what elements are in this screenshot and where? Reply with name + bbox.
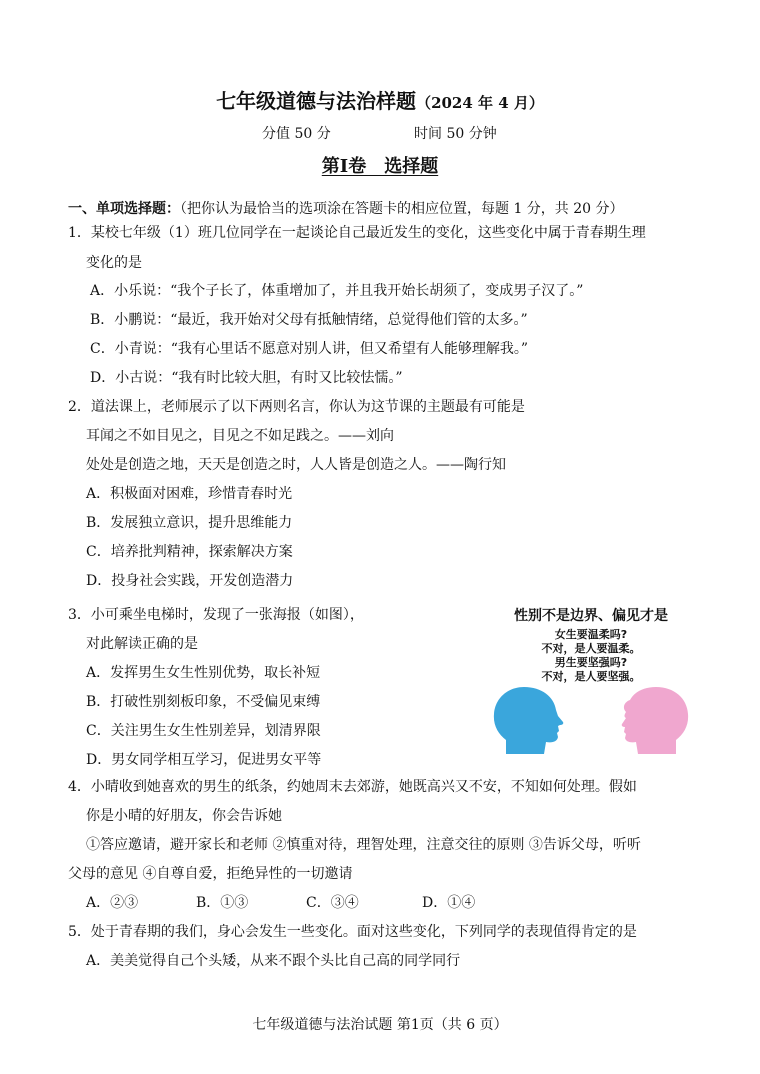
q2-quote-1: 耳闻之不如目见之，目见之不如足践之。——刘向 <box>86 428 394 444</box>
q4-statements-line1: ①答应邀请，避开家长和老师 ②慎重对待，理智处理，注意交往的原则 ③告诉父母，听听 <box>86 837 641 853</box>
q4-option-d: D．①④ <box>422 895 476 911</box>
poster-title: 性别不是边界、偏见才是 <box>514 608 668 624</box>
q3-option-b: B．打破性别刻板印象，不受偏见束缚 <box>86 694 321 710</box>
section-heading <box>68 199 624 219</box>
q2-option-d: D．投身社会实践，开发创造潜力 <box>86 573 294 589</box>
q2-option-c: C．培养批判精神，探索解决方案 <box>86 544 293 560</box>
poster-silhouettes <box>484 684 698 754</box>
q2-quote-2: 处处是创造之地，天天是创造之时，人人皆是创造之人。——陶行知 <box>86 457 506 473</box>
q3-option-c: C．关注男生女生性别差异，划清界限 <box>86 723 321 739</box>
q4-option-a: A．②③ <box>86 895 139 911</box>
q1-stem-line2: 变化的是 <box>86 255 142 271</box>
q4-stem-line1: 4．小晴收到她喜欢的男生的纸条，约她周末去郊游，她既高兴又不安，不知如何处理。假如 <box>68 779 637 795</box>
poster-line-2: 不对，是人要温柔。 <box>541 642 641 655</box>
poster-line-3: 男生要坚强吗? <box>554 656 628 669</box>
score-info: 分值 50 分 <box>262 126 331 142</box>
volume-heading <box>0 155 760 179</box>
volume-text: 第Ⅰ卷 选择题 <box>321 156 439 177</box>
poster-line-1: 女生要温柔吗? <box>554 628 628 641</box>
title-date: （2024 年 4 月） <box>416 94 544 112</box>
page-footer: 七年级道德与法治试题 第1页（共 6 页） <box>252 1017 508 1033</box>
q3-stem-line2: 对此解读正确的是 <box>86 636 198 652</box>
q1-option-a: A．小乐说：“我个子长了，体重增加了，并且我开始长胡须了，变成男子汉了。” <box>90 283 584 299</box>
female-head-silhouette-icon <box>622 687 688 754</box>
q1-option-d: D．小古说：“我有时比较大胆，有时又比较怯懦。” <box>90 370 403 386</box>
gender-poster <box>484 606 698 754</box>
q4-statements-line2: 父母的意见 ④自尊自爱，拒绝异性的一切邀请 <box>68 866 353 882</box>
male-head-silhouette-icon <box>494 687 563 754</box>
exam-title <box>0 88 760 116</box>
q3-stem-line1: 3．小可乘坐电梯时，发现了一张海报（如图）， <box>68 607 364 623</box>
q3-option-d: D．男女同学相互学习，促进男女平等 <box>86 752 322 768</box>
q4-option-c: C．③④ <box>306 895 359 911</box>
q2-option-b: B．发展独立意识，提升思维能力 <box>86 515 293 531</box>
q1-stem-line1: 1．某校七年级（1）班几位同学在一起谈论自己最近发生的变化，这些变化中属于青春期生理 <box>68 225 646 241</box>
q1-option-c: C．小青说：“我有心里话不愿意对别人讲，但又希望有人能够理解我。” <box>90 341 529 357</box>
q4-stem-line2: 你是小晴的好朋友，你会告诉她 <box>86 808 282 824</box>
q5-option-a: A．美美觉得自己个头矮，从来不跟个头比自己高的同学同行 <box>86 953 461 969</box>
title-text: 七年级道德与法治样题 <box>216 89 417 113</box>
q4-option-b: B．①③ <box>196 895 249 911</box>
poster-line-4: 不对，是人要坚强。 <box>541 670 641 683</box>
section-instructions: （把你认为最恰当的选项涂在答题卡的相应位置，每题 1 分，共 20 分） <box>180 201 624 217</box>
section-label: 一、单项选择题： <box>68 201 180 217</box>
time-info: 时间 50 分钟 <box>414 126 497 142</box>
q1-option-b: B．小鹏说：“最近，我开始对父母有抵触情绪，总觉得他们管的太多。” <box>90 312 528 328</box>
q5-stem: 5．处于青春期的我们，身心会发生一些变化。面对这些变化，下列同学的表现值得肯定的是 <box>68 924 637 940</box>
q2-option-a: A．积极面对困难，珍惜青春时光 <box>86 486 293 502</box>
q2-stem: 2．道法课上，老师展示了以下两则名言，你认为这节课的主题最有可能是 <box>68 399 525 415</box>
q3-option-a: A．发挥男生女生性别优势，取长补短 <box>86 665 321 681</box>
